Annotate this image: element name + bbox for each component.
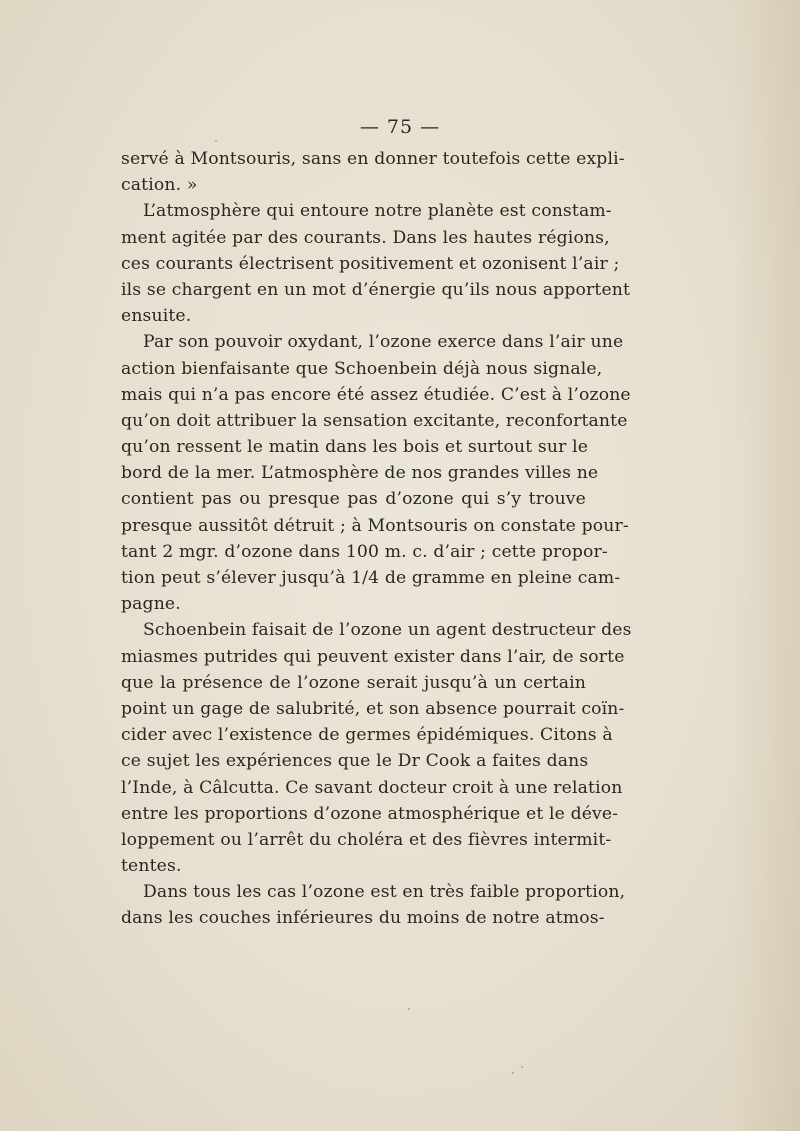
text-line: servé à Montsouris, sans en donner toutefois cette expli- <box>121 149 625 169</box>
text-line: ces courants électrisent positivement et ozonisent l’air ; <box>121 253 620 274</box>
text-line: tant 2 mgr. d’ozone dans 100 m. c. d’air ; cette propor- <box>121 541 608 562</box>
text-line: mais qui n’a pas encore été assez étudiée. C’est à l’ozone <box>121 384 631 405</box>
text-line: Dans tous les cas l’ozone est en très faible proportion, <box>143 882 626 903</box>
text-line: L’atmosphère qui entoure notre planète est constam- <box>143 201 612 222</box>
text-line: entre les proportions d’ozone atmosphérique et le déve- <box>121 803 619 824</box>
text-line: dans les couches inférieures du moins de notre atmos- <box>121 908 605 929</box>
text-line: contient pas ou presque pas d’ozone qui s’y trouve <box>121 489 586 510</box>
paper-speck <box>215 140 217 142</box>
text-line: l’Inde, à Câlcutta. Ce savant docteur croit à une relation <box>121 777 623 798</box>
text-line: Par son pouvoir oxydant, l’ozone exerce dans l’air une <box>143 332 624 353</box>
text-line: presque aussitôt détruit ; à Montsouris on constate pour- <box>121 515 629 536</box>
text-line: bord de la mer. L’atmosphère de nos grandes villes ne <box>121 463 599 484</box>
text-line: Schoenbein faisait de l’ozone un agent destructeur des <box>143 620 632 641</box>
text-line: qu’on doit attribuer la sensation excitante, reconfortante <box>121 410 628 431</box>
text-line: point un gage de salubrité, et son absence pourrait coïn- <box>121 698 625 719</box>
text-line: action bienfaisante que Schoenbein déjà nous signale, <box>121 358 603 379</box>
text-line: tion peut s’élever jusqu’à 1/4 de gramme en pleine cam- <box>121 568 621 588</box>
text-line: ce sujet les expériences que le Dr Cook a faites dans <box>121 751 589 772</box>
text-line: pagne. <box>121 594 181 615</box>
body-text <box>121 146 632 932</box>
text-line: ment agitée par des courants. Dans les hautes régions, <box>121 227 610 248</box>
text-line: tentes. <box>121 856 182 877</box>
paper-speck <box>521 1066 523 1068</box>
paper-speck <box>408 1008 410 1010</box>
text-line: que la présence de l’ozone serait jusqu’à un certain <box>121 672 586 693</box>
paper-speck <box>512 1072 514 1074</box>
page-number: — 75 — <box>359 116 441 138</box>
text-line: cider avec l’existence de germes épidémiques. Citons à <box>121 725 613 746</box>
text-line: qu’on ressent le matin dans les bois et surtout sur le <box>121 437 589 458</box>
text-line: ils se chargent en un mot d’énergie qu’ils nous apportent <box>121 279 631 300</box>
text-line: ensuite. <box>121 306 192 327</box>
text-line: miasmes putrides qui peuvent exister dans l’air, de sorte <box>121 646 625 667</box>
text-line: cation. » <box>121 175 198 196</box>
text-line: loppement ou l’arrêt du choléra et des fièvres intermit- <box>121 829 612 850</box>
page-edge-shading <box>730 0 800 1131</box>
